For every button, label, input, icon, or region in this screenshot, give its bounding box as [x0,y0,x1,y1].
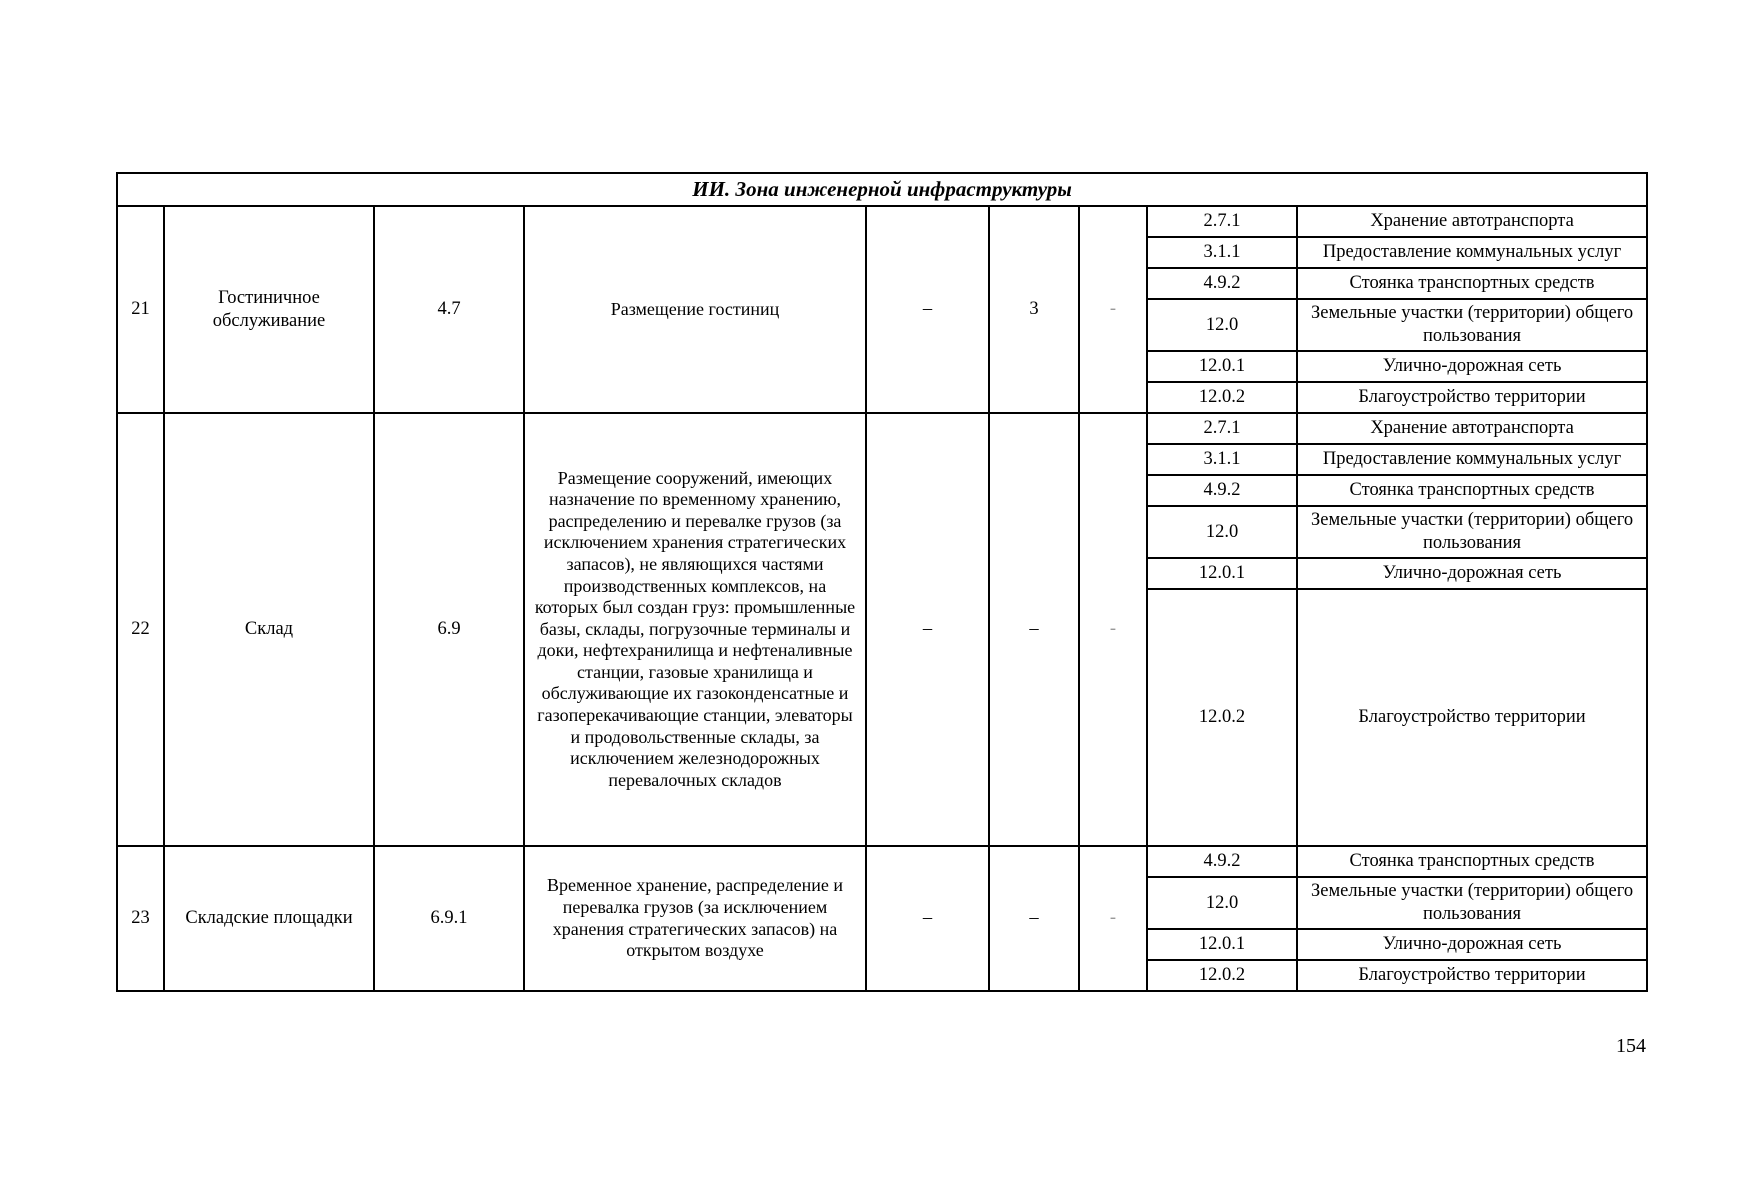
aux-name: Благоустройство территории [1297,960,1647,991]
aux-code: 3.1.1 [1147,237,1297,268]
param-cell-3: - [1079,206,1147,413]
table-row [117,206,1647,237]
row-number: 22 [117,413,164,846]
param-cell-2: 3 [989,206,1079,413]
use-name: Склад [164,413,374,846]
aux-code: 12.0.2 [1147,589,1297,846]
use-description: Размещение гостиниц [524,206,866,413]
row-number: 21 [117,206,164,413]
section-title: ИИ. Зона инженерной инфраструктуры [117,173,1647,206]
page-number: 154 [1616,1035,1646,1057]
use-name: Гостиничное обслуживание [164,206,374,413]
aux-name: Стоянка транспортных средств [1297,475,1647,506]
use-description: Размещение сооружений, имеющих назначение по временному хранению, распределению и перевалке грузов (за исключением хранения стратегических запасов), не являющихся частями производственных комплексов, на которых был создан груз: промышленные базы, склады, погрузочные терминалы и доки, нефтехранилища и нефтеналивные станции, газовые хранилища и обслуживающие их газоконденсатные и газоперекачивающие станции, элеваторы и продовольственные склады, за исключением железнодорожных перевалочных складов [524,413,866,846]
aux-name: Земельные участки (территории) общего пользования [1297,506,1647,558]
aux-code: 12.0 [1147,506,1297,558]
aux-code: 4.9.2 [1147,475,1297,506]
aux-code: 12.0.1 [1147,351,1297,382]
aux-code: 3.1.1 [1147,444,1297,475]
aux-code: 12.0 [1147,299,1297,351]
aux-name: Земельные участки (территории) общего пользования [1297,877,1647,929]
row-number: 23 [117,846,164,991]
param-cell-3: - [1079,846,1147,991]
use-name: Складские площадки [164,846,374,991]
aux-code: 4.9.2 [1147,268,1297,299]
aux-code: 12.0.2 [1147,960,1297,991]
aux-code: 2.7.1 [1147,413,1297,444]
aux-name: Хранение автотранспорта [1297,206,1647,237]
table-row [117,846,1647,877]
use-code: 6.9 [374,413,524,846]
param-cell-3: - [1079,413,1147,846]
param-cell-1: – [866,413,989,846]
zoning-table [116,172,1648,992]
aux-name: Предоставление коммунальных услуг [1297,444,1647,475]
param-cell-2: – [989,846,1079,991]
aux-name: Благоустройство территории [1297,589,1647,846]
aux-name: Улично-дорожная сеть [1297,558,1647,589]
aux-name: Стоянка транспортных средств [1297,846,1647,877]
aux-name: Хранение автотранспорта [1297,413,1647,444]
param-cell-2: – [989,413,1079,846]
use-code: 4.7 [374,206,524,413]
param-cell-1: – [866,206,989,413]
param-cell-1: – [866,846,989,991]
aux-name: Благоустройство территории [1297,382,1647,413]
aux-code: 12.0.1 [1147,558,1297,589]
aux-name: Улично-дорожная сеть [1297,929,1647,960]
aux-code: 4.9.2 [1147,846,1297,877]
aux-name: Улично-дорожная сеть [1297,351,1647,382]
aux-name: Стоянка транспортных средств [1297,268,1647,299]
use-code: 6.9.1 [374,846,524,991]
aux-code: 12.0.2 [1147,382,1297,413]
aux-code: 2.7.1 [1147,206,1297,237]
aux-name: Предоставление коммунальных услуг [1297,237,1647,268]
table-row [117,413,1647,444]
aux-name: Земельные участки (территории) общего пользования [1297,299,1647,351]
aux-code: 12.0.1 [1147,929,1297,960]
aux-code: 12.0 [1147,877,1297,929]
use-description: Временное хранение, распределение и перевалка грузов (за исключением хранения стратегических запасов) на открытом воздухе [524,846,866,991]
